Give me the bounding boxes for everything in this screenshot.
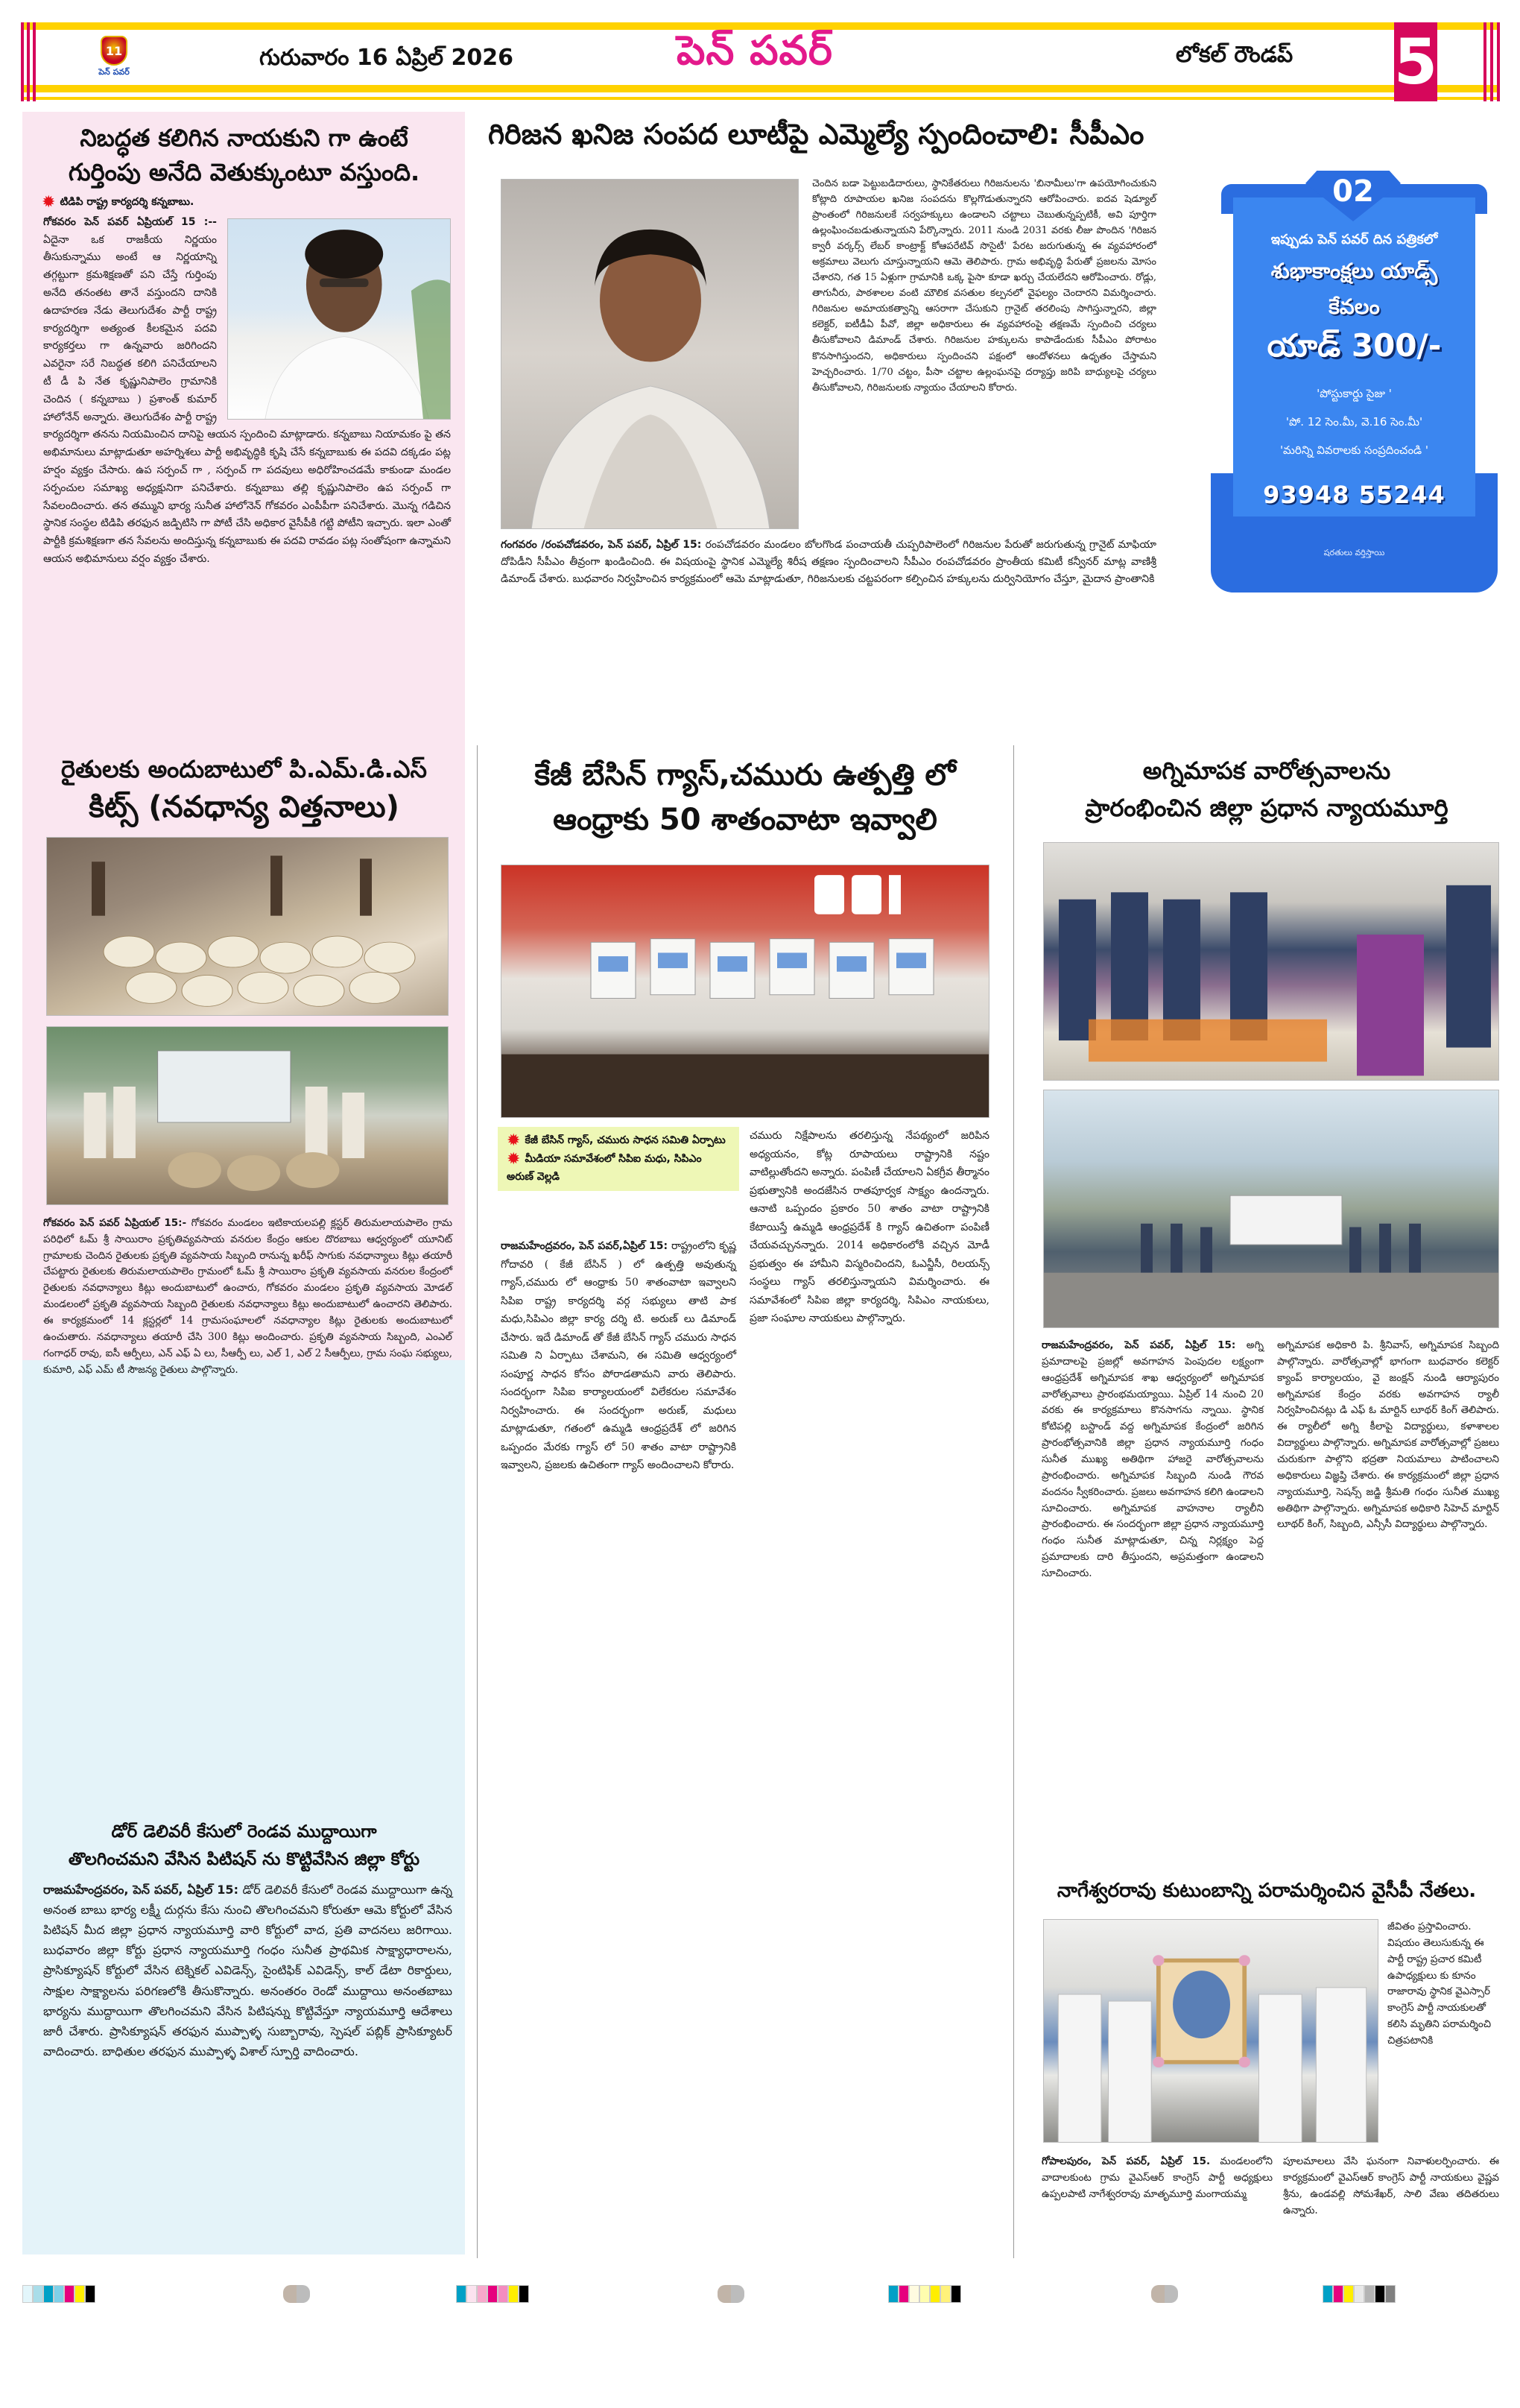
ad-intro: ఇప్పుడు పెన్ పవర్ దిన పత్రికలో bbox=[1270, 232, 1438, 247]
color-swatch bbox=[487, 2285, 498, 2303]
article-headline: రైతులకు అందుబాటులో పి.ఎమ్.డి.ఎస్ కిట్స్ (నవధాన్య విత్తనాలు) bbox=[61, 755, 427, 824]
person-silhouette-icon bbox=[228, 219, 451, 420]
anniversary-badge-icon: 11 bbox=[101, 36, 127, 66]
article-body: గోపాలపురం, పెన్ పవర్, ఏప్రిల్ 15. మండలంలోని వాదాలకుంట గ్రామ వైఎస్ఆర్ కాంగ్రెస్ పార్టీ అధ్యక్షులు ఉప్పలపాటి నాగేశ్వరరావు మాతృమూర్తి మంగాయమ్మ bbox=[1042, 2155, 1273, 2200]
dateline: రాజమహేంద్రవరం, పెన్ పవర్, ఏప్రిల్ 15: bbox=[43, 1882, 238, 1897]
starburst-bullet-icon: ✹ bbox=[507, 1131, 521, 1150]
color-swatch bbox=[1375, 2285, 1385, 2303]
ad-number: 02 bbox=[1332, 174, 1374, 209]
article-body: రాజమహేంద్రవరం, పెన్ పవర్, ఏప్రిల్ 15: అగ్ని ప్రమాదాలపై ప్రజల్లో అవగాహన పెంపుదల లక్ష్యంగా ఆంధ్రప్రదేశ్ అగ్నిమాపక శాఖ ఆధ్వర్యంలో అగ్నిమాపక వారోత్సవాలు ప్రారంభమయ్యాయి. ఏప్రిల్ 14 నుంచి 20 వరకు ఈ కార్యక్రమాలు కొనసాగను న్నాయి. స్థానిక కోటిపల్లి బస్టాండ్ వద్ద అగ్నిమాపక కేంద్రంలో జరిగిన ప్రారంభోత్సవానికి జిల్లా ప్రధాన న్యాయమూర్తి గంధం సునీత ముఖ్య అతిథిగా హాజరై వారోత్సవాలను ప్రారంభించారు. అగ్నిమాపక సిబ్బంది నుండి గౌరవ వందనం స్వీకరించారు. ప్రజలు అవగాహన కలిగి ఉండాలని సూచించారు. అగ్నిమాపక వాహనాల ర్యాలీని ప్రారంభించారు. ఈ సందర్భంగా జిల్లా ప్రధాన న్యాయమూర్తి గంధం సునీత మాట్లాడుతూ, చిన్న నిర్లక్ష్యం పెద్ద ప్రమాదాలకు దారి తీస్తుందని, అప్రమత్తంగా ఉండాలని సూచించారు. bbox=[1042, 1339, 1264, 1580]
newspaper-logo bbox=[80, 30, 148, 85]
article-headline: అగ్నిమాపక వారోత్సవాలను ప్రారంభించిన జిల్లా ప్రధాన న్యాయమూర్తి bbox=[1085, 756, 1448, 822]
dateline: రాజమహేంద్రవరం, పెన్ పవర్, ఏప్రిల్ 15: bbox=[1042, 1339, 1236, 1351]
dateline: గంగవరం /రంపచోడవరం, పెన్ పవర్, ఏప్రిల్ 15: bbox=[501, 539, 702, 551]
ad-only-label: కేవలం bbox=[1329, 294, 1380, 319]
color-swatch bbox=[951, 2285, 961, 2303]
article-body-continued: గ్రామానికి చెందిన ( కన్నబాబు ) ప్రశాంత్ కుమార్ హాలోనేన్ అన్నారు. తెలుగుదేశం పార్టీ రాష్ట్ర కార్యదర్శిగా తనను నియమించిన దానిపై ఆయన స్పందించి మాట్లాడారు. కన్నబాబు నియామకం పై తన అభిమానులు మాట్లాడుతూ అహర్నిశలు పార్టీ అభివృద్ధికి కృషి చేసే కన్నబాబుకు ఈ పదవి దక్కడం పట్ల హర్షం వ్యక్తం చేసారు. ఉప సర్పంచ్ గా , సర్పంచ్ గా పదవులు అధిరోహించడమే కాకుండా మండల సర్పంచుల సమాఖ్య అధ్యక్షునిగా పనిచేశారు. కన్నబాబు తల్లి కృష్ణునిపాలెం ఉప సర్పంచ్ గా సేవలందించారు. తన తమ్ముని భార్య సునీత హాలోనెన్ గోకవరం ఎంపీపీగా పనిచేశారు. మొన్న గడిచిన స్థానిక సంస్థల టిడిపి తరఫున జడ్పిటిసి గా పోటీ చేసి అధికార వైసీపీకి గట్టి పోటీని ఇచ్చారు. ఇలా ఎంతో పార్టీకి క్రమశిక్షణగా తన సేవలను అందిస్తున్న కన్నబాబుకు ఈ పదవి రావడం పట్ల సంతోషంగా ఉన్నామని ఆయన అభిమానులు వర్షం వ్యక్తం చేశారు. bbox=[43, 375, 451, 565]
color-swatch bbox=[899, 2285, 909, 2303]
farmers-group-photo bbox=[46, 1026, 449, 1205]
page-number: 5 bbox=[1394, 22, 1437, 101]
left-column-blue-panel bbox=[22, 1360, 465, 2254]
article-pmds-kits bbox=[30, 753, 458, 1378]
condolence-photo bbox=[1043, 1919, 1378, 2143]
registration-pill-mark bbox=[718, 2285, 744, 2303]
color-swatch bbox=[33, 2285, 43, 2303]
highlights-box bbox=[498, 1127, 739, 1191]
color-swatch bbox=[930, 2285, 940, 2303]
color-swatch bbox=[940, 2285, 951, 2303]
color-swatch bbox=[508, 2285, 519, 2303]
article-headline: నాగేశ్వరరావు కుటుంబాన్ని పరామర్శించిన వైసీపీ నేతలు. bbox=[1057, 1880, 1477, 1902]
ad-price: యాడ్ 300/- bbox=[1267, 327, 1442, 364]
article-body-lead: గంగవరం /రంపచోడవరం, పెన్ పవర్, ఏప్రిల్ 15: రంపచోడవరం మండలం బోలగొండ పంచాయతీ చుప్పరిపాలెంలో గిరిజనుల పేరుతో జరుగుతున్న గ్రానైట్ మాఫియా దోపిడీని సీపీఎం తీవ్రంగా ఖండించింది. ఈ విషయంపై స్థానిక ఎమ్మెల్యే శిరీష తక్షణం స్పందించాలని సీపీఎం రంపచోడవరం ప్రాంతీయ కమిటీ కన్వీనర్ మాట్ల వాణిశ్రీ డిమాండ్ చేశారు. బుధవారం నిర్వహించిన కార్యక్రమంలో ఆమె మాట్లాడుతూ, గిరిజనులకు చట్టపరంగా కల్పించిన హక్కులను దుర్వినియోగం చేస్తూ, మైదాన ప్రాంతానికి bbox=[501, 539, 1157, 586]
ad-dimensions: 'పో. 12 సెం.మీ, వె.16 సెం.మీ' bbox=[1285, 415, 1423, 429]
highlight-item: ✹ కేజీ బేసిన్ గ్యాస్, చమురు సాధన సమితి ఏర్పాటు bbox=[507, 1131, 726, 1150]
color-swatch bbox=[498, 2285, 508, 2303]
print-registration-marks bbox=[0, 2285, 1520, 2304]
article-body: రాజమహేంద్రవరం, పెన్ పవర్, ఏప్రిల్ 15: డోర్ డెలివరీ కేసులో రెండవ ముద్దాయిగా ఉన్న అనంత బాబు భార్య లక్ష్మీ దుర్గను కేసు నుంచి తొలగించమని కోరుతూ ఆమె కోర్టులో వేసిన పిటిషన్ మీద జిల్లా ప్రధాన న్యాయమూర్తి వారి కోర్టులో వాద, ప్రతి వాదనలు జరిగాయి. బుధవారం జిల్లా కోర్టు ప్రధాన న్యాయమూర్తి గంధం సునీత ప్రాథమిక సాక్ష్యాధారాలను, ప్రాసిక్యూషన్ కోర్టులో వేసిన టెక్నికల్ ఎవిడెన్స్, సైంటిఫిక్ ఎవిడెన్స్, కాల్ డేటా రికార్డులు, సాక్షుల సాక్ష్యాలను పరిగణలోకి తీసుకొన్నారు. అనంతరం రెండో ముద్దాయి అనంతబాబు భార్యను ముద్దాయిగా తొలగించమని వేసిన పిటిషన్ను కొట్టివేస్తూ న్యాయమూర్తి ఆదేశాలు జారీ చేశారు. ప్రాసిక్యూషన్ తరఫున ముప్పాళ్ళ సుబ్బారావు, స్పెషల్ పబ్లిక్ ప్రాసిక్యూటర్ వాదించారు. బాధితుల తరఫున ముప్పాళ్ళ విశాల్ స్పూర్తి వాదించారు. bbox=[43, 1882, 452, 2059]
article-body: గోకవరం పెన్ పవర్ ఏప్రియల్ 15:- గోకవరం మండలం ఇటికాయలపల్లి క్లస్టర్ తిరుమలాయపాలెం గ్రామ పరిధిలో ఓమ్ శ్రీ సాయిరాం ప్రకృతివ్యవసాయ వనరుల కేంద్రం ఆకుల దొరబాబు ఆధ్వర్యంలో యూనిట్ గ్రామాలకు చెందిన రైతులకు ప్రకృతి వ్యవసాయ సిబ్బంది రానున్న ఖరీఫ్ సాగుకు నవధాన్యాలు కిట్లు తయారీ చేపట్టారు రైతులకు తిరుమలాయపాలెం గ్రామంలో ఓమ్ శ్రీ సాయిరాం ప్రకృతి వ్యవసాయ వనరుల కేంద్రంలో రైతులకు నవధాన్యాలు కిట్లు అందుబాటులో ఉంచారు, గోకవరం మండలం ప్రకృతి వ్యవసాయ మోడల్ మండలంలో ప్రకృతి వ్యవసాయ సిబ్బంది రైతులకు నవధాన్యాలు కిట్లు అందుబాటులో ఉంచారని తెలిపారు. ఈ కార్యక్రమంలో 14 క్లస్టర్లలో 14 గ్రామసంఘాలలో నవధాన్యాల కిట్లు రైతులకు అందుబాటులో ఉంచుతారు. నవధాన్యాలు తయారీ చేసి 300 కిట్లు అందించారు. ప్రకృతి వ్యవసాయ సిబ్బంది, ఎంఎల్ గంగాధర్ రావు, ఐసీ ఆర్పీలు, ఎన్ ఎఫ్ ఏ లు, సీఆర్పీ లు, ఎల్ 1, ఎల్ 2 సీఆర్పీలు, గ్రామ సంఘ సభ్యులు, కుమారి, ఎఫ్ ఎమ్ టీ సౌజన్య రైతులు పాల్గొన్నారు. bbox=[43, 1216, 452, 1376]
color-swatch bbox=[1323, 2285, 1333, 2303]
color-swatch bbox=[1333, 2285, 1343, 2303]
logo-text: పెన్ పవర్ bbox=[98, 67, 130, 77]
color-swatch-group bbox=[22, 2285, 95, 2303]
color-swatch bbox=[919, 2285, 930, 2303]
seed-kits-photo bbox=[46, 837, 449, 1016]
color-swatch bbox=[54, 2285, 64, 2303]
color-swatch bbox=[909, 2285, 919, 2303]
article-body bbox=[30, 214, 458, 569]
issue-date: గురువారం 16 ఏప్రిల్ 2026 bbox=[259, 45, 513, 71]
color-swatch bbox=[75, 2285, 85, 2303]
color-swatch bbox=[456, 2285, 466, 2303]
ad-phone-number: 93948 55244 bbox=[1263, 481, 1445, 509]
article-headline: డోర్ డెలివరీ కేసులో రెండవ ముద్దాయిగా తొలగించమని వేసిన పిటిషన్ ను కొట్టివేసిన జిల్లా కోర్టు bbox=[68, 1822, 420, 1869]
woman-portrait-photo bbox=[501, 179, 799, 529]
color-swatch-group bbox=[456, 2285, 529, 2303]
article-body: రాజమహేంద్రవరం, పెన్ పవర్,ఏప్రిల్ 15: రాష్ట్రంలోని కృష్ణ గోదావరి ( కేజీ బేసిన్ ) లో ఉత్పత్తి అవుతున్న గ్యాస్,చమురు లో ఆంధ్రాకు 50 శాతంవాటా ఇవ్వాలని సిపిఐ రాష్ట్ర కార్యదర్శి వర్గ సభ్యులు తాటి పాక మధు,సిపిఎం జిల్లా కార్య దర్శి టి. అరుణ్ లు డిమాండ్ చేసారు. ఇదే డిమాండ్ తో కేజీ బేసిన్ గ్యాస్ చమురు సాధన సమితి ని ఏర్పాటు చేశామని, ఈ సమితి ఆధ్వర్యంలో సంపూర్ణ సాధన కోసం పోరాడతామని వారు తెలిపారు. సందర్భంగా సిపిఐ కార్యాలయంలో విలేకరుల సమావేశం నిర్వహించారు. ఈ సందర్భంగా అరుణ్, మధులు మాట్లాడుతూ, గతంలో ఉమ్మడి ఆంధ్రప్రదేశ్ లో జరిగిన ఒప్పందం మేరకు గ్యాస్ లో 50 శాతం వాటా రాష్ట్రానికి ఇవ్వాలని, ప్రజలకు ఉచితంగా గ్యాస్ అందించాలని కోరారు. bbox=[501, 1240, 736, 1471]
masthead-bottom-band bbox=[21, 85, 1500, 92]
masthead-bottom-thin-band bbox=[21, 97, 1500, 100]
ad-title: శుభాకాంక్షలు యాడ్స్ bbox=[1270, 259, 1438, 283]
article-headline: నిబద్ధత కలిగిన నాయకుని గా ఉంటే గుర్తింపు అనేది వెతుక్కుంటూ వస్తుంది. bbox=[68, 124, 420, 187]
article-door-delivery-case bbox=[30, 1818, 458, 2061]
color-swatch bbox=[43, 2285, 54, 2303]
color-swatch bbox=[888, 2285, 899, 2303]
color-swatch bbox=[477, 2285, 487, 2303]
article-body: చెందిన బడా పెట్టుబడిదారులు, స్థానికేతరులు గిరిజనులను 'బినామీలు'గా ఉపయోగించుకుని కోట్లాది రూపాయల ఖనిజ సంపదను కొల్లగొడుతున్నారని ఆరోపించారు. ఐదవ షెడ్యూల్ ప్రాంతంలో గిరిజనులకే సర్వహక్కులు ఉండాలని చట్టాలు చెబుతున్నప్పటికీ, అవి పూర్తిగా ఉల్లంఘించబడుతున్నాయని పేర్కొన్నారు. 2011 నుండి 2031 వరకు లీజు పొందిన 'గిరిజన క్వారీ వర్కర్స్ లేబర్ కాంట్రాక్ట్ కోఆపరేటివ్ సొసైటీ' పేరట జరుగుతున్న ఈ వ్యవహారంలో అక్రమాలు వెలుగు చూస్తున్నాయని ఆమె తెలిపారు. గ్రామ అభివృద్ధి పేరుతో ప్రజలను మోసం చేశారని, గత 15 ఏళ్లుగా గ్రామానికి ఒక్క పైసా కూడా ఖర్చు చేయలేదని ఆరోపించారు. రోడ్లు, తాగునీరు, పాఠశాలల వంటి మౌలిక వసతుల కల్పనలో వైఫల్యం చెందారని విమర్శించారు. గిరిజనుల అమాయకత్వాన్ని ఆసరాగా చేసుకుని గ్రానైట్ తరలింపు సాగిస్తున్నారని, జిల్లా కలెక్టర్, ఐటీడీఏ పీవో, జిల్లా అధికారులు ఈ వ్యవహారంపై తక్షణమే స్పందించి చర్యలు తీసుకోవాలని డిమాండ్ చేశారు. గిరిజనుల హక్కులను కాపాడేందుకు సీపీఎం పోరాటం కొనసాగిస్తుందని, అధికారులు స్పందించని పక్షంలో ఆందోళనలు ఉధృతం చేస్తామని హెచ్చరించారు. 1/70 చట్టం, పీసా చట్టాల ఉల్లంఘనపై దర్యాప్తు జరిపి బాధ్యులపై చర్యలు తీసుకోవాలని, గిరిజనులకు న్యాయం చేయాలని కోరారు. bbox=[812, 178, 1156, 394]
color-swatch bbox=[64, 2285, 75, 2303]
dateline: గోపాలపురం, పెన్ పవర్, ఏప్రిల్ 15. bbox=[1042, 2155, 1211, 2167]
article-kannababu bbox=[30, 121, 458, 569]
article-headline: గిరిజన ఖనిజ సంపద లూటీపై ఎమ్మెల్యే స్పందించాలి: సీపీఎం bbox=[488, 118, 1144, 151]
color-swatch bbox=[1364, 2285, 1375, 2303]
ad-terms: షరతులు వర్తిస్తాయి bbox=[1323, 548, 1385, 557]
article-headline: కేజీ బేసిన్ గ్యాస్,చమురు ఉత్పత్తి లో ఆంధ్రాకు 50 శాతంవాటా ఇవ్వాలి bbox=[534, 758, 956, 837]
registration-pill-mark bbox=[283, 2285, 310, 2303]
dateline: గోకవరం పెన్ పవర్ ఏప్రియల్ 15 :-- bbox=[43, 215, 217, 228]
column-divider bbox=[1013, 745, 1014, 2258]
masthead-left-stripes bbox=[21, 22, 37, 101]
portrait-photo bbox=[227, 218, 451, 420]
color-swatch bbox=[466, 2285, 477, 2303]
color-swatch-group bbox=[1323, 2285, 1396, 2303]
fire-week-rally-photo bbox=[1043, 1090, 1499, 1328]
article-body-continued: చమురు నిక్షేపాలను తరలిస్తున్న నేపథ్యంలో జరిపిన అధ్యయనం, కోట్ల రూపాయలు రాష్ట్రానికి నష్టం వాటిల్లుతోందని అన్నారు. పంపిణీ చేయాలని ఏకగ్రీవ తీర్మానం ప్రభుత్వానికి అందజేసిన రాతపూర్వక సాక్ష్యం ఉందన్నారు. ఆనాటి ఒప్పందం ప్రకారం 50 శాతం వాటా రాష్ట్రానికి కేటాయిస్తే ఉమ్మడి ఆంధ్రప్రదేశ్ కి గ్యాస్ ఉచితంగా పంపిణీ చేయవచ్చునన్నారు. 2014 అధికారంలోకి వచ్చిన మోడీ ప్రభుత్వం ఈ హామీని విస్మరించిందని, ఓఎన్జీసీ, రిలయన్స్ సంస్థలు గ్యాస్ తరలిస్తున్నాయని విమర్శించారు. ఈ సమావేశంలో సిపిఐ జిల్లా కార్యదర్శి, సిపిఎం నాయకులు, ప్రజా సంఘాల నాయకులు పాల్గొన్నారు. bbox=[750, 1130, 989, 1324]
starburst-bullet-icon: ✹ bbox=[507, 1149, 521, 1169]
color-swatch bbox=[22, 2285, 33, 2303]
ad-size-label: 'పోస్టుకార్డు సైజు ' bbox=[1317, 387, 1392, 400]
masthead bbox=[21, 22, 1500, 101]
press-meet-photo bbox=[501, 865, 989, 1118]
newspaper-title: పెన్ పవర్ bbox=[677, 27, 833, 74]
color-swatch bbox=[519, 2285, 529, 2303]
article-body-continued: పూలమాలలు వేసి ఘనంగా నివాళులర్పించారు. ఈ కార్యక్రమంలో వైఎస్ఆర్ కాంగ్రెస్ పార్టీ నాయకులు వైష్ణవ శ్రీను, ఉండవల్లి సోమశేఖర్, సాలి వేణు తదితరులు ఉన్నారు. bbox=[1283, 2155, 1499, 2216]
article-body-lead: ఏదైనా ఒక రాజకీయ నిర్ణయం తీసుకున్నాము అంటే ఆ నిర్ణయాన్ని తగ్గట్టుగా క్రమశిక్షణతో పని చేస్తే గుర్తింపు అనేది తనంతట తానే వస్తుందని దానికి ఉదాహరణ నేడు తెలుగుదేశం పార్టీ రాష్ట్ర కార్యదర్శిగా అత్యంత కీలకమైన పదవి కార్యకర్తలు గా ఉన్నవారు జరిగిందని ఎవరైనా సరే నిబద్ధత కలిగి పనిచేయాలని టీ డీ పి నేత కృష్ణునిపాలెం bbox=[43, 233, 217, 388]
color-swatch-group bbox=[888, 2285, 961, 2303]
color-swatch bbox=[1343, 2285, 1354, 2303]
starburst-bullet-icon: ✹ bbox=[42, 192, 56, 212]
color-swatch bbox=[85, 2285, 95, 2303]
highlight-item: ✹ మీడియా సమావేశంలో సిపిఐ మధు, సిపిఎం అరుణ్ వెల్లడి bbox=[507, 1149, 702, 1183]
section-name: లోకల్ రౌండప్ bbox=[1176, 42, 1293, 68]
article-subhead: ✹ టిడిపి రాష్ట్ర కార్యదర్శి కన్నబాబు. bbox=[42, 192, 194, 212]
dateline: గోకవరం పెన్ పవర్ ఏప్రియల్ 15:- bbox=[43, 1216, 187, 1229]
column-divider bbox=[477, 745, 478, 2258]
masthead-right-stripes bbox=[1482, 22, 1500, 101]
registration-pill-mark bbox=[1151, 2285, 1178, 2303]
article-body-side: జీవితం ప్రస్తావించారు. విషయం తెలుసుకున్న ఈ పార్టీ రాష్ట్ర ప్రచార కమిటీ ఉపాధ్యక్షులు కు కూనం రాజారావు స్థానిక వైఎస్సార్ కాంగ్రెస్ పార్టీ నాయకులతో కలిసి మృతిని పరామర్శించి చిత్రపటానికి bbox=[1387, 1921, 1492, 2047]
greetings-ad-banner bbox=[1211, 175, 1498, 596]
color-swatch bbox=[1385, 2285, 1396, 2303]
dateline: రాజమహేంద్రవరం, పెన్ పవర్,ఏప్రిల్ 15: bbox=[501, 1240, 668, 1252]
color-swatch bbox=[1354, 2285, 1364, 2303]
ad-contact-label: 'మరిన్ని వివరాలకు సంప్రదించండి ' bbox=[1279, 443, 1429, 457]
fire-week-inauguration-photo bbox=[1043, 842, 1499, 1081]
article-body-continued: అగ్నిమాపక అధికారి పి. శ్రీనివాస్, అగ్నిమాపక సిబ్బంది పాల్గొన్నారు. వారోత్సవాల్లో భాగంగా బుధవారం కలెక్టర్ క్యాంప్ కార్యాలయం, వై జంక్షన్ నుండి ఆర్యాపురం అగ్నిమాపక కేంద్రం వరకు అవగాహన ర్యాలీ నిర్వహించినట్లు డి ఎఫ్ ఓ మార్టిన్ లూథర్ కింగ్ తెలిపారు. ఈ ర్యాలీలో అగ్ని కీలాపై విద్యార్థులు, కళాశాలల విద్యార్థులు పాల్గొన్నారు. అగ్నిమాపక వారోత్సవాల్లో ప్రజలు చురుకుగా పాల్గొని భద్రతా నియమాలు పాటించాలని అధికారులు విజ్ఞప్తి చేశారు. ఈ కార్యక్రమంలో జిల్లా ప్రధాన న్యాయమూర్తి, సెషన్స్ జడ్జి శ్రీమతి గంధం సునీత ముఖ్య అతిథిగా పాల్గొన్నారు. అగ్నిమాపక అధికారి సిహెచ్ మార్టిన్ లూథర్ కింగ్, సిబ్బంది, ఎన్సీసీ విద్యార్థులు పాల్గొన్నారు. bbox=[1277, 1339, 1499, 1531]
